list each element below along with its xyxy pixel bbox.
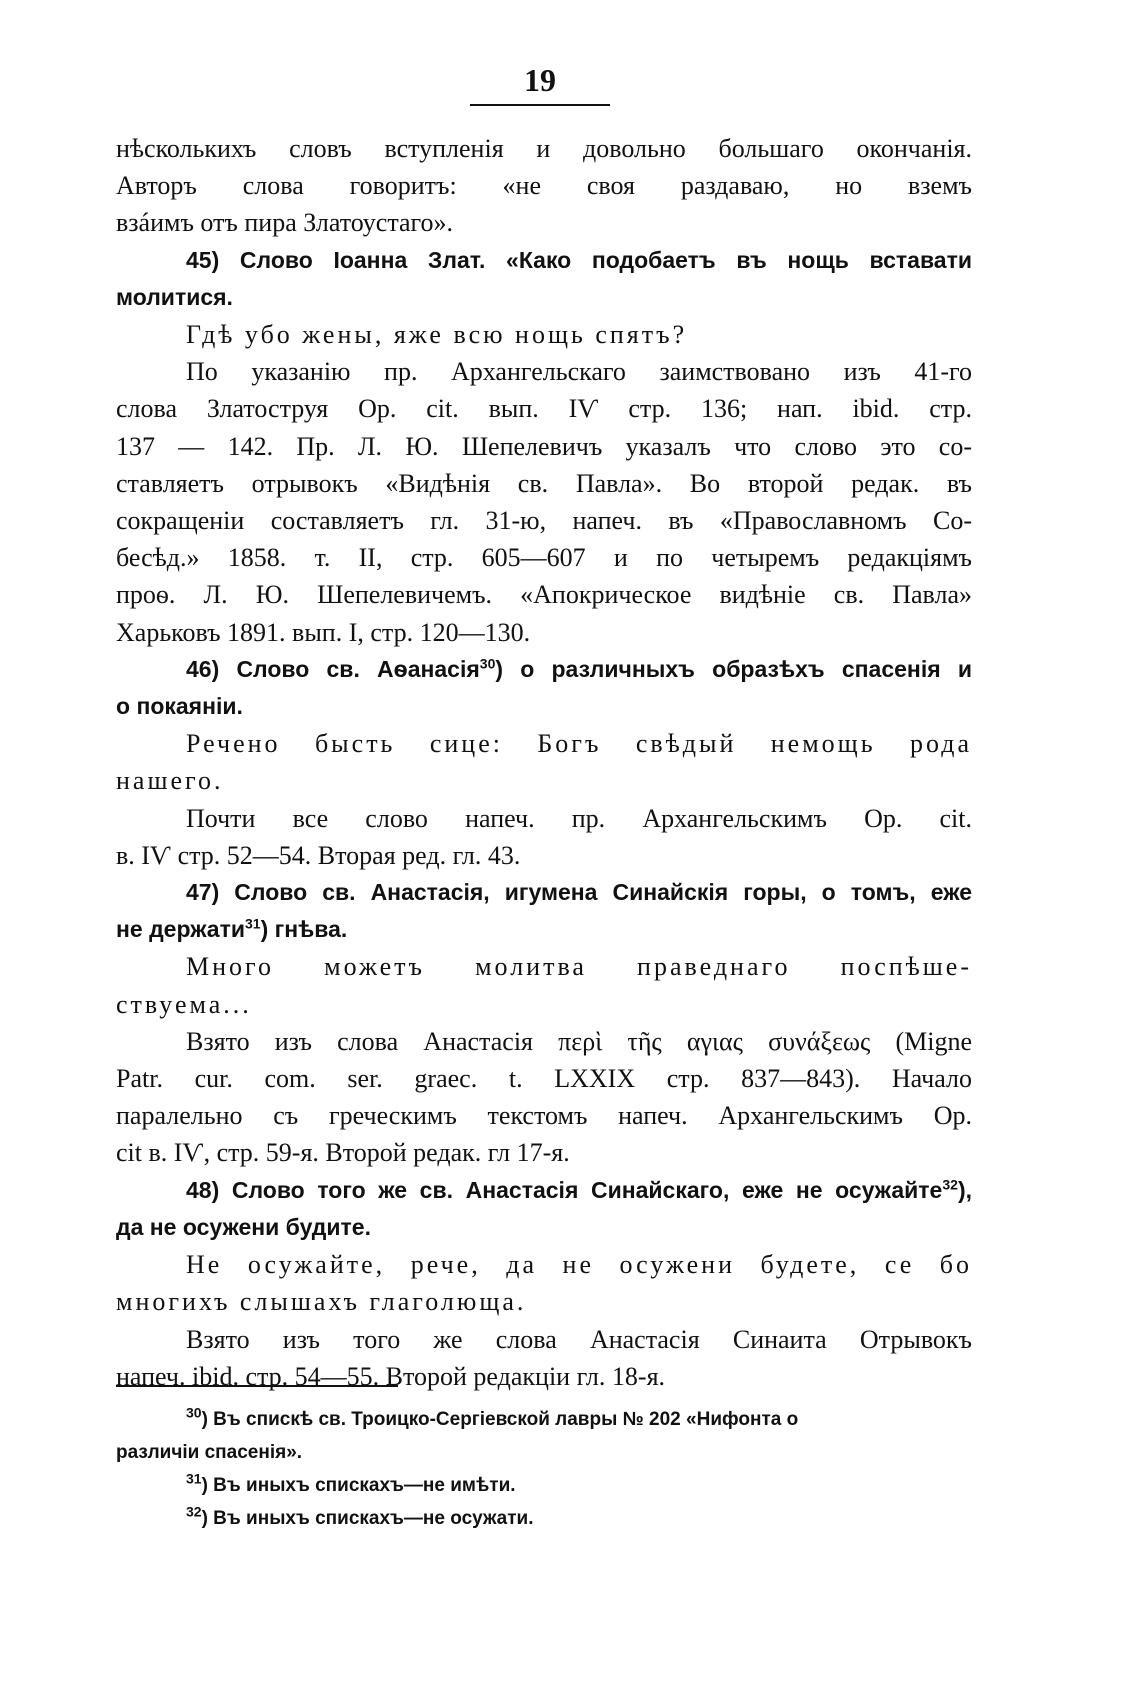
main-text — [116, 130, 972, 1395]
footnote-separator — [116, 1385, 398, 1387]
text-line: Взято изъ того же слова Анастасія Синаита Отрывокъ — [186, 1324, 972, 1354]
text-line: бесѣд.» 1858. т. II, стр. 605—607 и по четыремъ редакціямъ — [116, 543, 972, 573]
text-line: в. IѴ стр. 52—54. Вторая ред. гл. 43. — [116, 840, 521, 870]
footnotes — [116, 1403, 972, 1535]
text-line: слова Златоструя Ор. cit. вып. IѴ стр. 136; нап. ibid. стр. — [116, 394, 972, 424]
text-line: взáимъ отъ пира Златоустаго». — [116, 208, 454, 238]
footnote-32: $^{32}$) Въ иныхъ спискахъ—не осужати. — [186, 1503, 534, 1529]
item-45-incipit: Гдѣ убо жены, яже всю нощь спятъ? — [186, 320, 688, 350]
footnote-31: $^{31}$) Въ иныхъ спискахъ—не имѣти. — [186, 1470, 516, 1496]
item-46-heading-cont: о покаяніи. — [116, 693, 243, 720]
text-line: проѳ. Л. Ю. Шепелевичемъ. «Апокрическое видѣніе св. Павла» — [116, 580, 972, 610]
text-line: cit в. IѴ, стр. 59-я. Второй редак. гл 17-я. — [116, 1138, 570, 1168]
item-48-heading: 48) Слово того же св. Анастасія Синайскаго, еже не осужайте$^{32}$), — [186, 1176, 972, 1203]
page-number: 19 — [524, 62, 556, 98]
footnote-ref-31: 31 — [245, 915, 261, 932]
item-46-incipit-cont: нашего. — [116, 766, 224, 796]
item-46-heading: 46) Слово св. Аѳанасія$^{30}$) о различныхъ образѣхъ спасенія и — [186, 655, 972, 682]
item-45-heading: 45) Слово Іоанна Злат. «Како подобаетъ въ нощь вставати — [186, 246, 972, 273]
text-line: Взято изъ слова Анастасія περὶ τῆς αγιας συνάξεως (Migne — [186, 1026, 972, 1056]
item-48-incipit-cont: многихъ слышахъ глаголюща. — [116, 1287, 527, 1317]
item-45-heading-cont: молитися. — [116, 283, 233, 310]
item-47-heading-cont: не держати$^{31}$) гнѣва. — [116, 915, 348, 943]
text-line: Patr. cur. com. ser. graec. t. LXXIX стр. 837—843). Начало — [116, 1064, 972, 1094]
footnote-30: $^{30}$) Въ спискѣ св. Троицко-Сергіевской лавры № 202 «Нифонта о — [186, 1404, 799, 1430]
text-line: ставляетъ отрывокъ «Видѣнія св. Павла». Во второй редак. въ — [116, 468, 972, 498]
text-line: нѣсколькихъ словъ вступленія и довольно большаго окончанія. — [116, 134, 972, 163]
item-47-heading: 47) Слово св. Анастасія, игумена Синайскія горы, о томъ, еже — [186, 879, 972, 906]
text-line: сокращеніи составляетъ гл. 31-ю, напеч. въ «Православномъ Со- — [116, 506, 972, 536]
item-46-incipit: Речено бысть сице: Богъ свѣдый немощь рода — [186, 729, 972, 759]
text-line: 137 — 142. Пр. Л. Ю. Шепелевичъ указалъ что слово это со- — [116, 431, 972, 461]
footnote-30-cont: различіи спасенія». — [116, 1442, 303, 1463]
item-48-incipit: Не осужайте, рече, да не осужени будете, се бо — [186, 1250, 972, 1280]
text-line: Авторъ слова говоритъ: «не своя раздаваю, но вземъ — [116, 171, 972, 201]
item-47-incipit: Много можетъ молитва праведнаго поспѣше- — [186, 952, 972, 982]
item-47-incipit-cont: ствуема... — [116, 989, 252, 1019]
footnote-ref-32: 32 — [942, 1176, 958, 1193]
item-48-heading-cont: да не осужени будите. — [116, 1213, 371, 1240]
footnote-ref-30: 30 — [479, 655, 496, 672]
text-line: напеч. ibid. стр. 54—55. Второй редакціи гл. 18-я. — [116, 1361, 666, 1391]
text-line: Харьковъ 1891. вып. I, стр. 120—130. — [116, 617, 531, 647]
text-line: Почти все слово напеч. пр. Архангельскимъ Ор. cit. — [186, 803, 972, 833]
text-line: паралельно съ греческимъ текстомъ напеч. Архангельскимъ Ор. — [116, 1101, 972, 1131]
page-number-rule — [470, 104, 610, 106]
text-line: По указанію пр. Архангельскаго заимствовано изъ 41-го — [186, 357, 972, 387]
